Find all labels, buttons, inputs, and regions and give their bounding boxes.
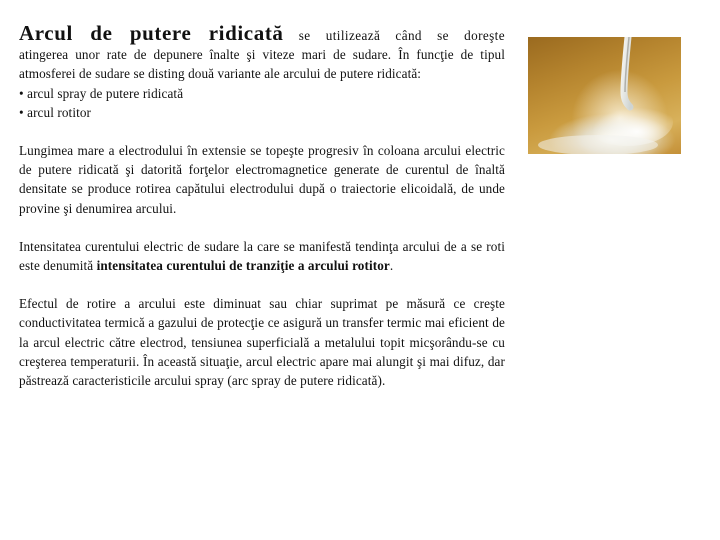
para3-end: .: [389, 258, 394, 274]
title-line: [19, 21, 505, 45]
paragraph-transition-current: [19, 237, 505, 275]
paragraph-electrode-length: Lungimea mare a electrodului în extensie se topeşte progresiv în coloana arcului electric de putere ridicată şi datorită forţelor electromagnetice generate de curentul de înaltă densitate se produce rotirea capătului electrodului după o traiectorie elicoidală, de unde provine şi denumirea arcului.: [19, 143, 505, 216]
title-bold: Arcul de putere ridicată: [19, 21, 284, 45]
intro-paragraph: [19, 21, 505, 84]
document-body: [19, 21, 505, 390]
title-rest: se utilizează când se doreşte: [283, 28, 505, 43]
welding-arc-photo: [528, 37, 681, 154]
bullet-item-spray: • arcul spray de putere ridicată: [19, 85, 184, 101]
intro-text: atingerea unor rate de depunere înalte şi viteze mari de sudare. În funcţie de tipul atmosferei de sudare se disting două variante ale arcului de putere ridicată:: [19, 47, 505, 82]
bullet-item-rotitor: • arcul rotitor: [19, 104, 92, 120]
welding-electrode-icon: [528, 37, 681, 154]
paragraph-rotation-effect: Efectul de rotire a arcului este diminuat sau chiar suprimat pe măsură ce creşte conductivitatea termică a gazului de protecţie ce asigură un transfer termic mai eficient de la arcul electric către electrod, tensiunea superficială a metalului topit micşorându-se cu creşterea temperaturii. În această situaţie, arcul electric apare mai alungit şi mai difuz, dar păstrează caracteristicile arcului spray (arc spray de putere ridicată).: [19, 296, 505, 389]
para3-bold: intensitatea curentului de tranziţie a arcului rotitor: [96, 258, 390, 274]
para3-start: Intensitatea curentului electric de sudare la care se manifestă tendinţa arcului de a se roti este denumită: [19, 238, 505, 274]
